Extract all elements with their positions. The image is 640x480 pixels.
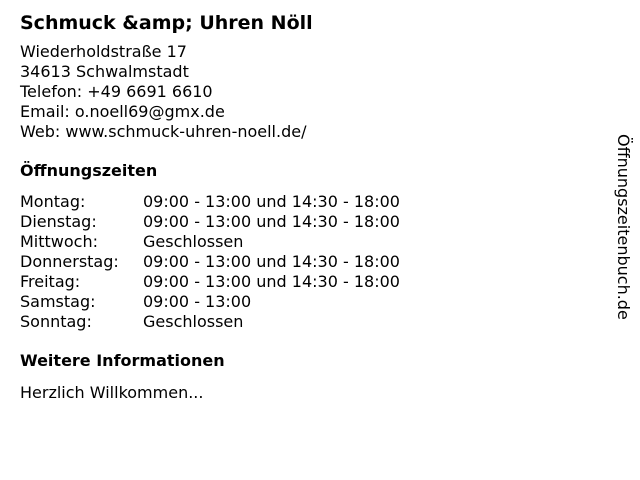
time-value: 09:00 - 13:00 und 14:30 - 18:00 bbox=[143, 272, 400, 291]
website-address: Web: www.schmuck-uhren-noell.de/ bbox=[20, 122, 307, 141]
hours-table bbox=[20, 192, 600, 332]
info-text: Herzlich Willkommen... bbox=[20, 383, 204, 402]
street-address: Wiederholdstraße 17 bbox=[20, 42, 187, 61]
city-address: 34613 Schwalmstadt bbox=[20, 62, 189, 81]
day-label: Freitag: bbox=[20, 272, 81, 291]
hours-row-friday bbox=[20, 272, 600, 292]
business-card bbox=[20, 10, 600, 403]
time-value: 09:00 - 13:00 und 14:30 - 18:00 bbox=[143, 252, 400, 271]
day-label: Montag: bbox=[20, 192, 86, 211]
time-value: Geschlossen bbox=[143, 312, 244, 331]
hours-row-tuesday bbox=[20, 212, 600, 232]
hours-row-wednesday bbox=[20, 232, 600, 252]
day-label: Dienstag: bbox=[20, 212, 97, 231]
business-name: Schmuck &amp; Uhren Nöll bbox=[20, 12, 313, 34]
time-value: Geschlossen bbox=[143, 232, 244, 251]
info-heading: Weitere Informationen bbox=[20, 351, 225, 370]
day-label: Samstag: bbox=[20, 292, 96, 311]
hours-row-thursday bbox=[20, 252, 600, 272]
day-label: Donnerstag: bbox=[20, 252, 119, 271]
hours-heading: Öffnungszeiten bbox=[20, 161, 158, 180]
time-value: 09:00 - 13:00 bbox=[143, 292, 252, 311]
hours-row-saturday bbox=[20, 292, 600, 312]
contact-block bbox=[20, 42, 600, 142]
hours-row-sunday bbox=[20, 312, 600, 332]
time-value: 09:00 - 13:00 und 14:30 - 18:00 bbox=[143, 192, 400, 211]
time-value: 09:00 - 13:00 und 14:30 - 18:00 bbox=[143, 212, 400, 231]
brand-watermark: Öffnungszeitenbuch.de bbox=[614, 134, 633, 320]
day-label: Sonntag: bbox=[20, 312, 92, 331]
day-label: Mittwoch: bbox=[20, 232, 98, 251]
email-address: Email: o.noell69@gmx.de bbox=[20, 102, 225, 121]
hours-row-monday bbox=[20, 192, 600, 212]
phone-number: Telefon: +49 6691 6610 bbox=[20, 82, 213, 101]
